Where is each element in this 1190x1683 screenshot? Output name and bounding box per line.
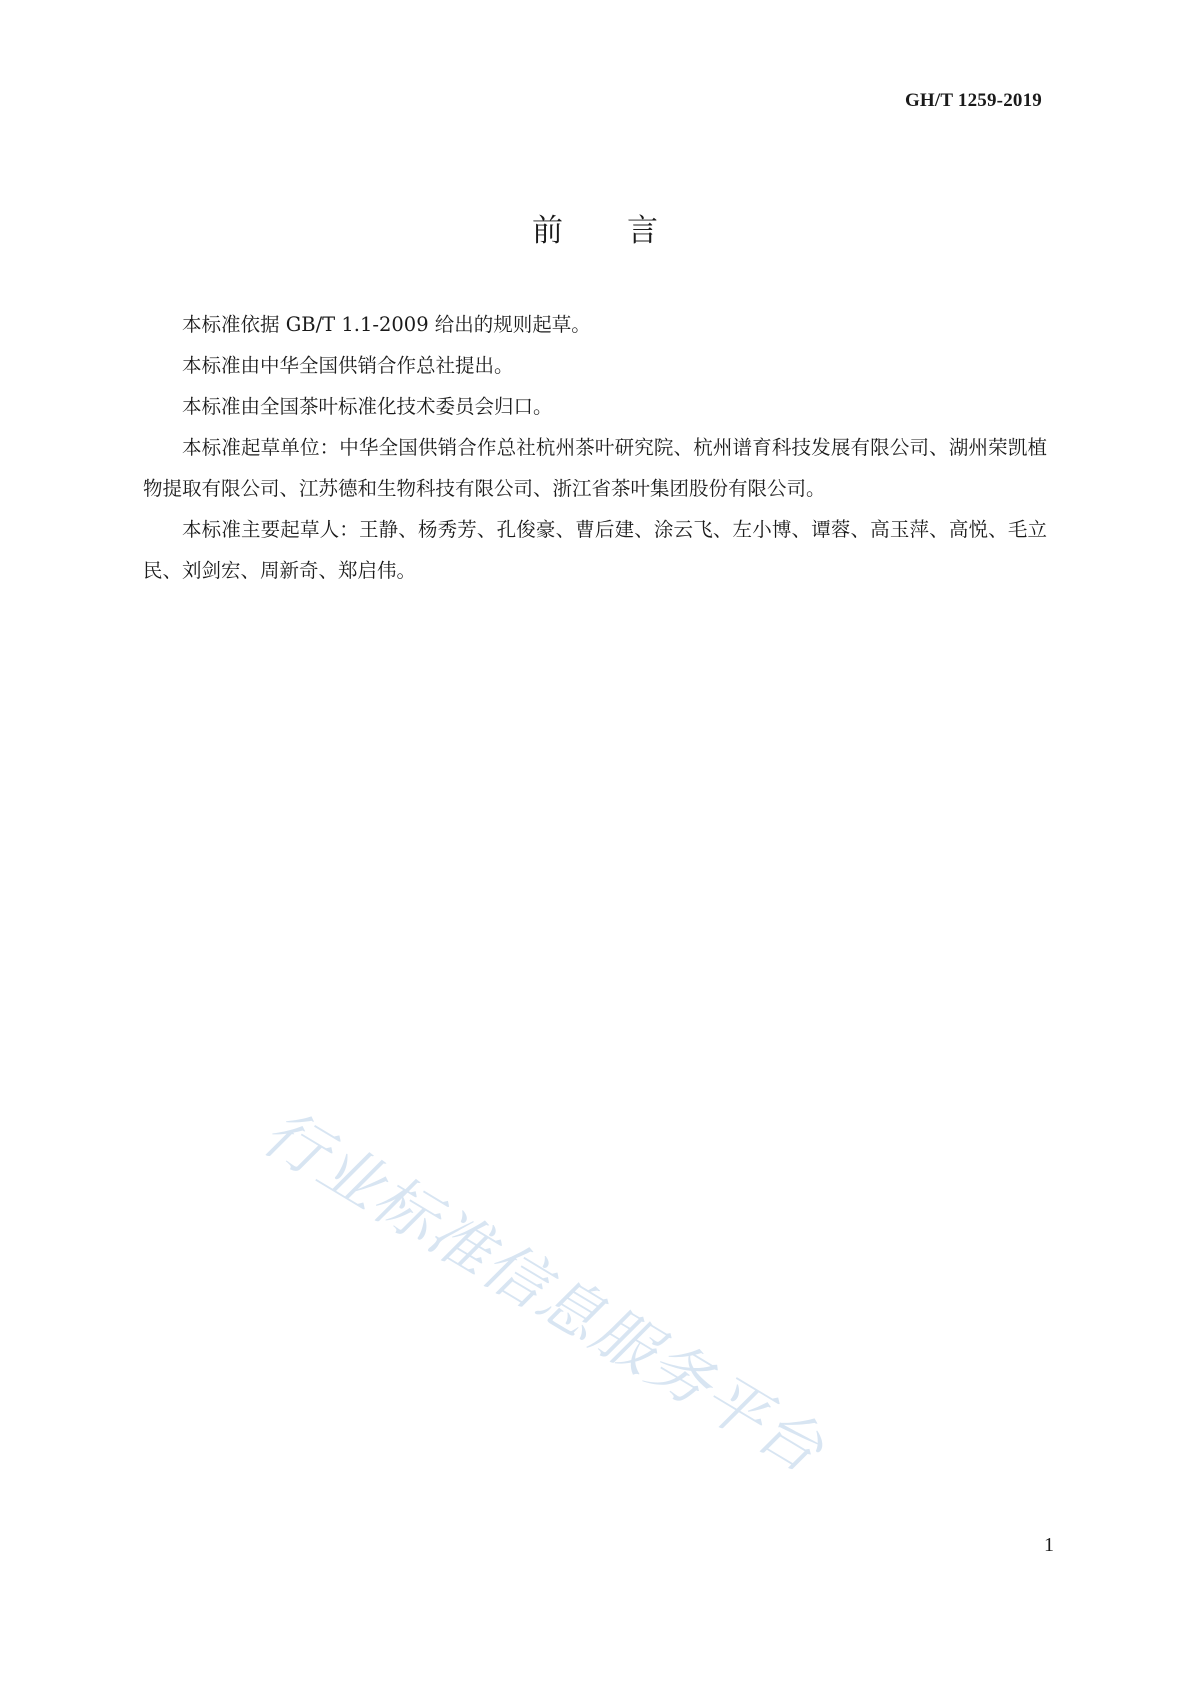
foreword-body: [143, 304, 1047, 591]
page-title: 前言: [532, 213, 722, 249]
paragraph-drafting-units: 本标准起草单位：中华全国供销合作总社杭州茶叶研究院、杭州谱育科技发展有限公司、湖州荣凯植物提取有限公司、江苏德和生物科技有限公司、浙江省茶叶集团股份有限公司。: [143, 436, 1047, 500]
page-number: 1: [1044, 1534, 1054, 1556]
watermark: 行业标准信息服务平台: [250, 1095, 837, 1488]
paragraph-drafters: 本标准主要起草人：王静、杨秀芳、孔俊豪、曹后建、涂云飞、左小博、谭蓉、高玉萍、高悦、毛立民、刘剑宏、周新奇、郑启伟。: [143, 518, 1047, 582]
paragraph-centralized-by: 本标准由全国茶叶标准化技术委员会归口。: [182, 395, 553, 418]
paragraph-proposer: 本标准由中华全国供销合作总社提出。: [182, 354, 514, 377]
paragraph-drafting-rules: 本标准依据 GB/T 1.1-2009 给出的规则起草。: [182, 313, 591, 336]
standard-code: GH/T 1259-2019: [904, 90, 1042, 111]
